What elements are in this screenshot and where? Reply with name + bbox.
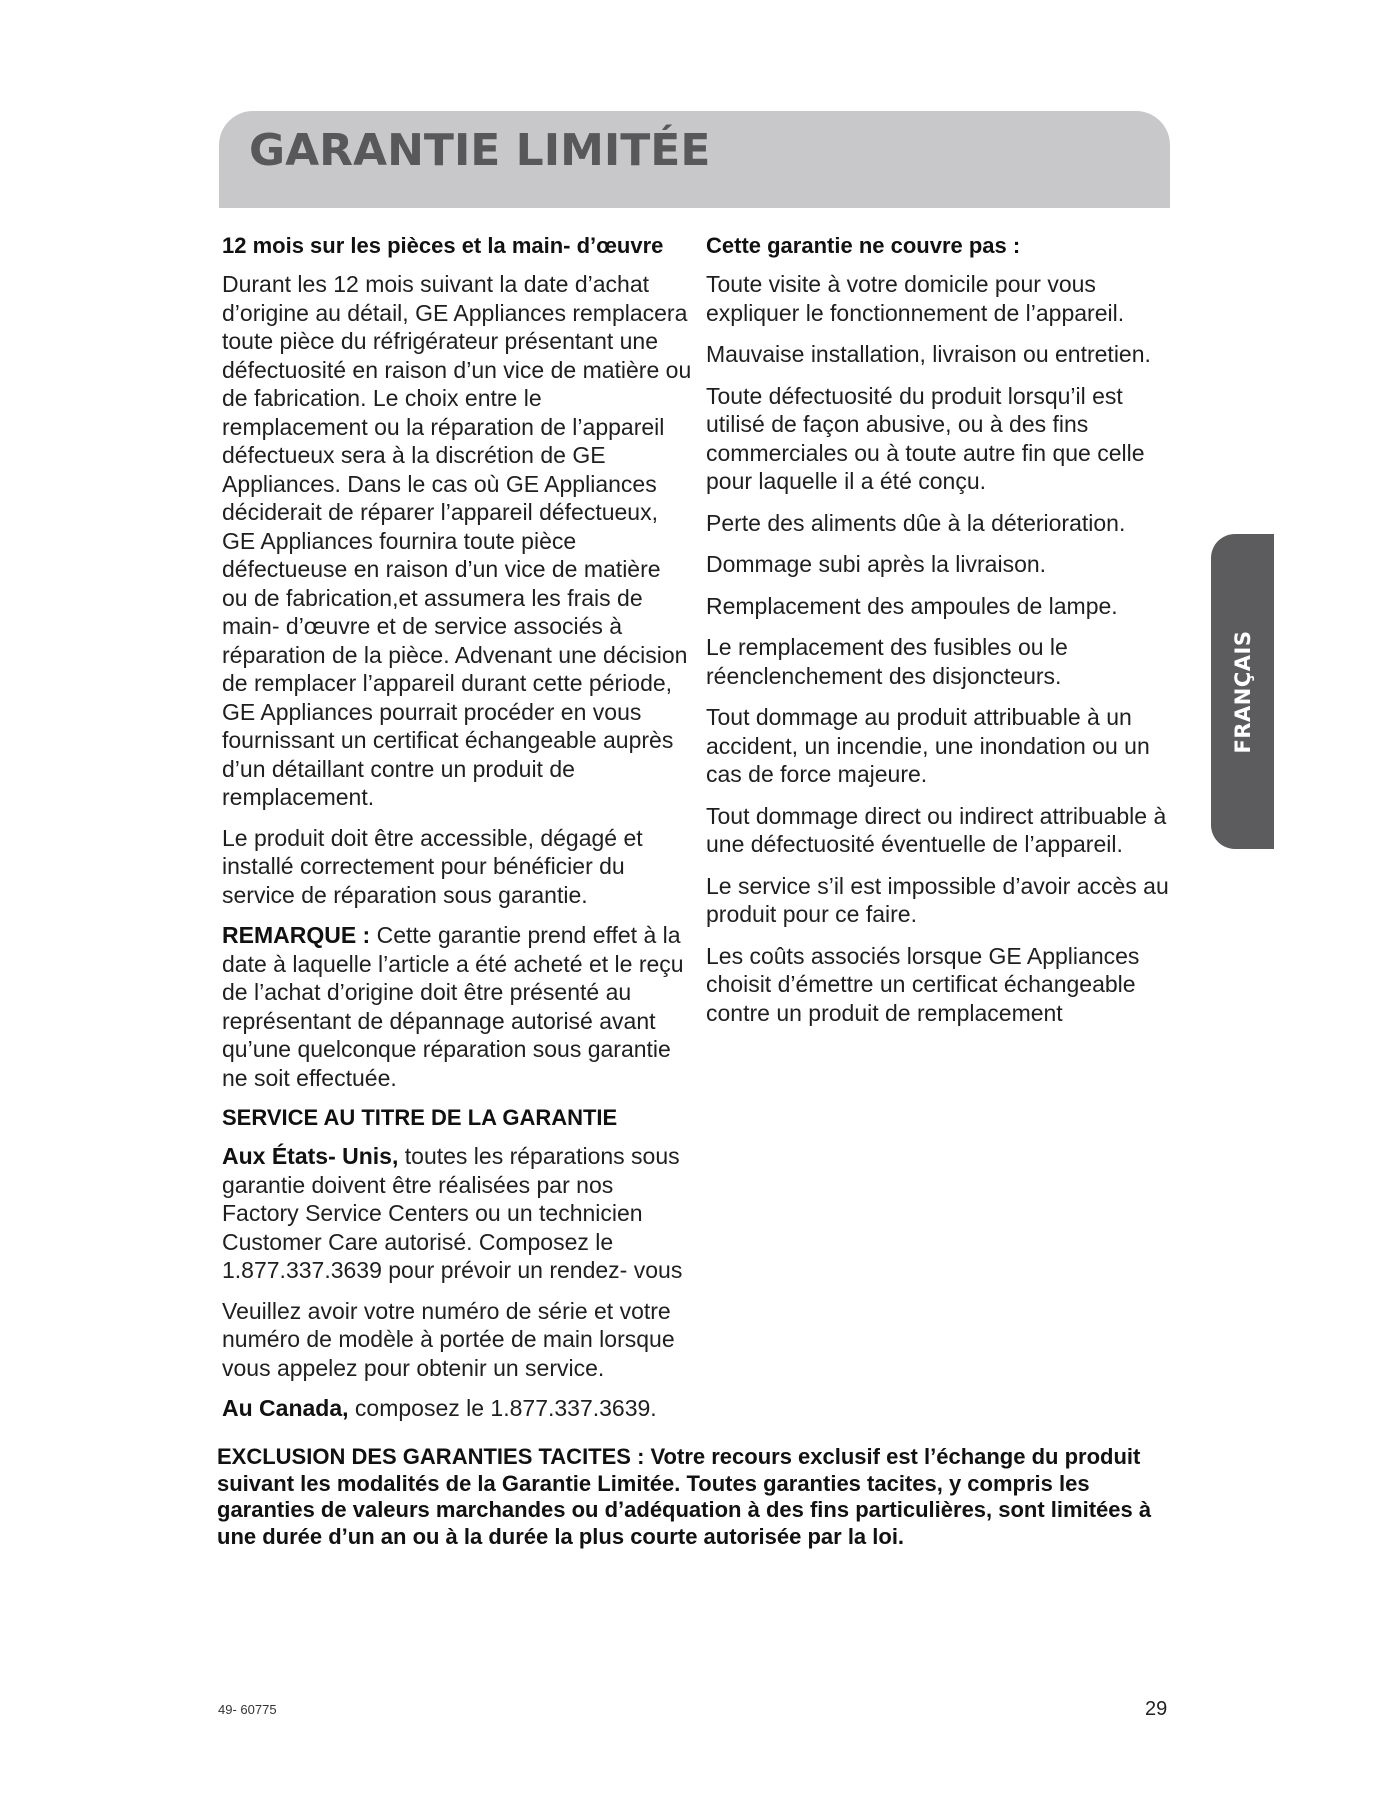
exclusion-item: Le service s’il est impossible d’avoir accès au produit pour ce faire. bbox=[706, 872, 1169, 927]
usa-text: toutes les réparations sous garantie doivent être réalisées par nos Factory Service Centers ou un technicien Customer Care autorisé. Composez le 1.877.337.3639 pour prévoir un rendez- vous bbox=[222, 1143, 683, 1283]
exclusion-item: Tout dommage au produit attribuable à un accident, un incendie, une inondation ou un cas de force majeure. bbox=[706, 704, 1150, 787]
exclusion-item: Tout dommage direct ou indirect attribuable à une défectuosité éventuelle de l’appareil. bbox=[706, 802, 1167, 857]
canada-text: composez le 1.877.337.3639. bbox=[354, 1395, 657, 1421]
left-column bbox=[222, 232, 692, 1435]
exclusion-item: Dommage subi après la livraison. bbox=[706, 551, 1047, 577]
serial-paragraph: Veuillez avoir votre numéro de série et votre numéro de modèle à portée de main lorsque vous appelez pour obtenir un service. bbox=[222, 1297, 675, 1381]
title-bar bbox=[219, 111, 1170, 208]
exclusion-item: Remplacement des ampoules de lampe. bbox=[706, 592, 1118, 619]
page-number: 29 bbox=[1145, 1698, 1168, 1720]
exclusion-item: Toute défectuosité du produit lorsqu’il est utilisé de façon abusive, ou à des fins commerciales ou à toute autre fin que celle pour laquelle il a été conçu. bbox=[706, 382, 1145, 494]
accessibility-paragraph: Le produit doit être accessible, dégagé et installé correctement pour bénéficier du service de réparation sous garantie. bbox=[222, 824, 643, 908]
remarque-paragraph bbox=[222, 921, 692, 1092]
language-tab-label: FRANÇAIS bbox=[1230, 630, 1255, 753]
exclusion-item: Perte des aliments dûe à la déterioration. bbox=[706, 509, 1126, 536]
coverage-paragraph: Durant les 12 mois suivant la date d’achat d’origine au détail, GE Appliances remplacera toute pièce du réfrigérateur présentant une défectuosité en raison d’un vice de matière ou de fabrication. Le choix entre le remplacement ou la réparation de l’appareil défectueux sera à la discrétion de GE Appliances. Dans le cas où GE Appliances déciderait de réparer l’appareil défectueux, GE Appliances fournira toute pièce défectueuse en raison d’un vice de matière ou de fabrication,et assumera les frais de main- d’œuvre et de service associés à réparation de la pièce. Advenant une décision de remplacer l’appareil durant cette période, GE Appliances pourrait procéder en vous fournissant un certificat échangeable auprès d’un détaillant contre un produit de remplacement. bbox=[222, 271, 692, 810]
right-column-heading: Cette garantie ne couvre pas : bbox=[706, 233, 1021, 258]
exclusion-item: Mauvaise installation, livraison ou entretien. bbox=[706, 341, 1151, 367]
document-code: 49- 60775 bbox=[218, 1702, 277, 1717]
right-column bbox=[706, 232, 1176, 1040]
usa-label: Aux États- Unis, bbox=[222, 1143, 399, 1169]
exclusion-item: Les coûts associés lorsque GE Appliances choisit d’émettre un certificat échangeable contre un produit de remplacement bbox=[706, 942, 1140, 1026]
language-tab bbox=[1211, 534, 1274, 849]
canada-label: Au Canada, bbox=[222, 1395, 349, 1421]
canada-paragraph bbox=[222, 1394, 692, 1423]
left-column-heading: 12 mois sur les pièces et la main- d’œuvre bbox=[222, 233, 664, 258]
usa-paragraph bbox=[222, 1142, 692, 1285]
exclusion-item: Toute visite à votre domicile pour vous expliquer le fonctionnement de l’appareil. bbox=[706, 271, 1125, 326]
remarque-text: Cette garantie prend effet à la date à laquelle l’article a été acheté et le reçu de l’achat d’origine doit être présenté au représentant de dépannage autorisé avant qu’une quelconque réparation sous garantie ne soit effectuée. bbox=[222, 922, 684, 1091]
exclusion-item: Le remplacement des fusibles ou le réenclenchement des disjoncteurs. bbox=[706, 634, 1068, 689]
implied-warranty-exclusion: EXCLUSION DES GARANTIES TACITES : Votre recours exclusif est l’échange du produit suivant les modalités de la Garantie Limitée. Toutes garanties tacites, y compris les garanties de valeurs marchandes ou d’adéquation à des fins particulières, sont limitées à une durée d’un an ou à la durée la plus courte autorisée par la loi. bbox=[217, 1444, 1152, 1549]
remarque-label: REMARQUE : bbox=[222, 922, 371, 948]
page-title: GARANTIE LIMITÉE bbox=[249, 125, 711, 176]
service-heading: SERVICE AU TITRE DE LA GARANTIE bbox=[222, 1105, 618, 1130]
